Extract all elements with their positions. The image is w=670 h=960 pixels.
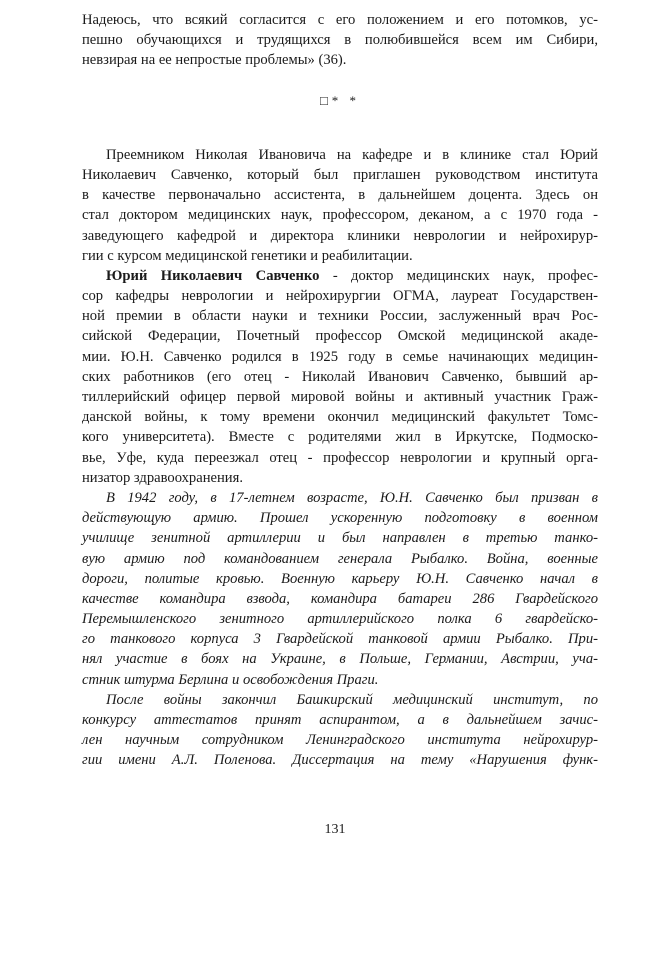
text-line: конкурсу аттестатов принят аспирантом, а в дальнейшем зачис- <box>82 712 598 728</box>
paragraph-successor <box>82 145 598 266</box>
text-line: вье, Уфе, куда переезжал отец - профессор неврологии и крупный орга- <box>82 449 598 466</box>
page-number: 131 <box>324 822 346 837</box>
text-line: вую армию под командованием генерала Рыбалко. Война, военные <box>82 550 598 567</box>
section-separator: □* * <box>319 92 361 108</box>
text-line: гии с курсом медицинской генетики и реабилитации. <box>82 247 413 264</box>
text-line: сор кафедры неврологии и нейрохирургии ОГМА, лауреат Государствен- <box>82 288 598 305</box>
text-line: заведующего кафедрой и директора клиники неврологии и нейрохирур- <box>82 227 598 244</box>
text-line: данской войны, к тому времени окончил медицинский факультет Томс- <box>82 409 598 426</box>
bio-first-line-text: - доктор медицинских наук, профес- <box>319 267 599 284</box>
text-line: Николаевич Савченко, который был приглашен руководством института <box>82 166 598 183</box>
text-line: Преемником Николая Ивановича на кафедре и в клинике стал Юрий <box>106 146 598 163</box>
text-line: пешно обучающихся и трудящихся в полюбившейся всем им Сибири, <box>82 32 598 49</box>
text-line: мии. Ю.Н. Савченко родился в 1925 году в семье начинающих медицин- <box>82 348 598 365</box>
text-line: После войны закончил Башкирский медицинский институт, по <box>106 691 598 708</box>
text-line: В 1942 году, в 17-летнем возрасте, Ю.Н. Савченко был призван в <box>106 489 598 506</box>
text-line: дороги, политые кровью. Военную карьеру Ю.Н. Савченко начал в <box>82 570 598 587</box>
text-line: действующую армию. Прошел ускоренную подготовку в военном <box>82 510 598 527</box>
text-line: стал доктором медицинских наук, профессором, деканом, а с 1970 года - <box>82 207 598 224</box>
paragraph-after-war <box>82 690 598 771</box>
paragraph-war-service <box>82 488 598 690</box>
text-line: училище зенитной артиллерии и был направлен в третью танко- <box>82 530 598 547</box>
text-line: нял участие в боях на Украине, в Польше, Германии, Австрии, уча- <box>82 651 598 668</box>
bio-name: Юрий Николаевич Савченко <box>106 267 320 284</box>
text-line: сийской Федерации, Почетный профессор Омской медицинской акаде- <box>82 328 598 345</box>
paragraph-biography <box>82 266 598 488</box>
text-line: ских работников (его отец - Николай Иванович Савченко, бывший ар- <box>82 368 598 385</box>
paragraph-quote-ending <box>82 10 598 71</box>
text-line: тиллерийский офицер первой мировой войны и активный участник Граж- <box>82 389 598 405</box>
text-line: стник штурма Берлина и освобождения Праги. <box>82 671 379 688</box>
text-line: го танкового корпуса 3 Гвардейской танковой армии Рыбалко. При- <box>82 631 598 648</box>
text-line: качестве командира взвода, командира батареи 286 Гвардейского <box>82 590 598 607</box>
text-line: невзирая на ее непростые проблемы» (36). <box>82 52 347 69</box>
text-line: ной премии в области науки и техники России, заслуженный врач Рос- <box>82 308 598 325</box>
text-line <box>82 266 598 286</box>
text-line: Перемышленского зенитного артиллерийского полка 6 гвардейско- <box>82 611 598 628</box>
text-line: гии имени А.Л. Поленова. Диссертация на тему «Нарушения функ- <box>82 752 598 769</box>
text-block <box>82 10 598 771</box>
text-line: низатор здравоохранения. <box>82 469 243 486</box>
text-line: кого университета). Вместе с родителями жил в Иркутске, Подмоско- <box>82 429 598 446</box>
text-line: Надеюсь, что всякий согласится с его положением и его потомков, ус- <box>82 12 598 28</box>
text-line: в качестве первоначально ассистента, в дальнейшем доцента. Здесь он <box>82 187 598 204</box>
text-line: лен научным сотрудником Ленинградского института нейрохирур- <box>82 732 598 749</box>
